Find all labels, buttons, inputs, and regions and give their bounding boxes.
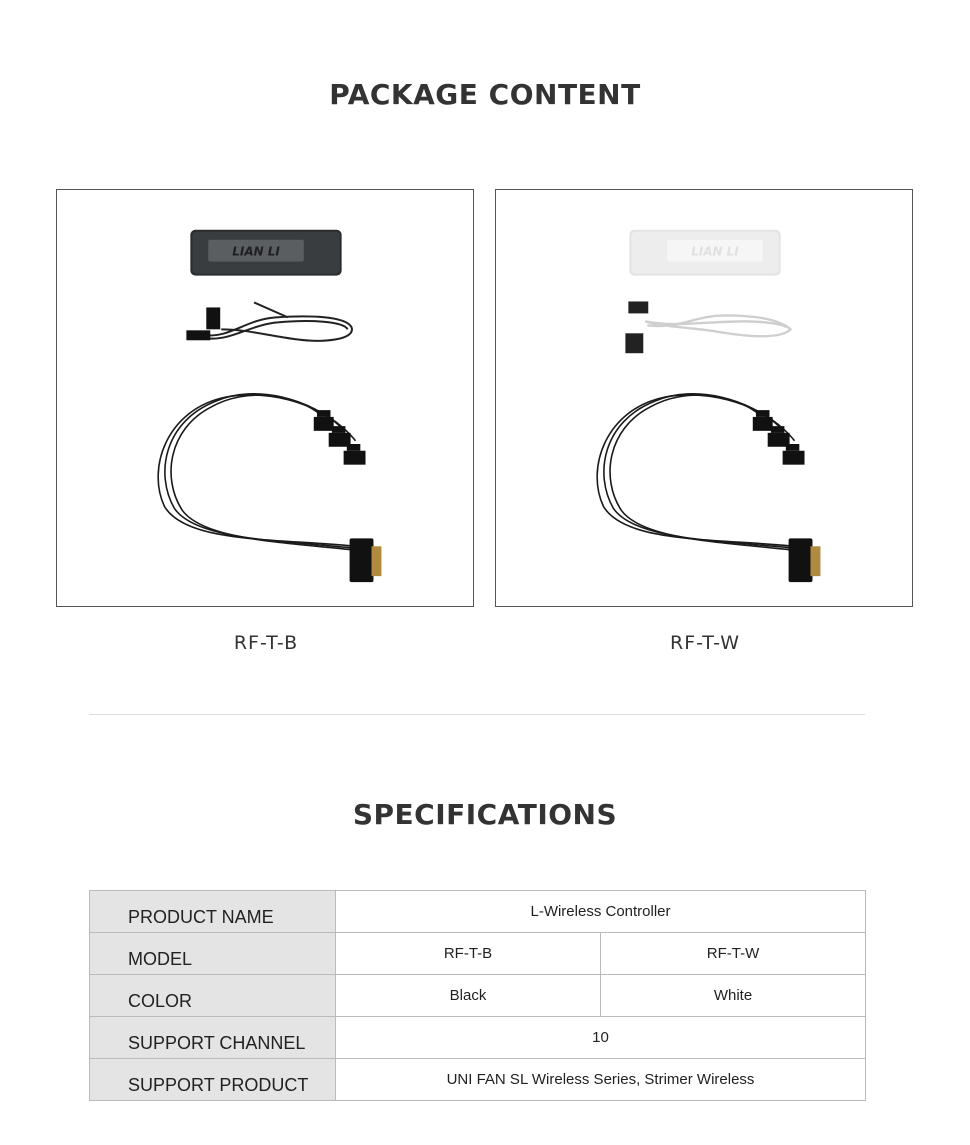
usb-dongle-white xyxy=(629,230,780,276)
header-cable-black xyxy=(186,302,352,340)
spec-value: RF-T-W xyxy=(601,933,866,975)
product-caption-white: RF-T-W xyxy=(670,632,740,654)
package-content-heading: PACKAGE CONTENT xyxy=(329,78,641,111)
spec-value: White xyxy=(601,975,866,1017)
product-caption-black: RF-T-B xyxy=(233,632,299,654)
sata-splitter-cable-white xyxy=(597,394,820,582)
spec-value: Black xyxy=(336,975,601,1017)
spec-value: RF-T-B xyxy=(336,933,601,975)
spec-value: 10 xyxy=(336,1017,866,1059)
dongle-logo: LIAN LI xyxy=(691,244,739,259)
spec-label: PRODUCT NAME xyxy=(90,891,336,933)
spec-value: UNI FAN SL Wireless Series, Strimer Wireless xyxy=(336,1059,866,1101)
spec-label: SUPPORT CHANNEL xyxy=(90,1017,336,1059)
table-row xyxy=(90,891,866,933)
product-image-black xyxy=(56,189,474,607)
product-image-white xyxy=(495,189,913,607)
dongle-logo: LIAN LI xyxy=(232,244,280,259)
sata-splitter-cable-black xyxy=(158,394,381,582)
spec-label: SUPPORT PRODUCT xyxy=(90,1059,336,1101)
spec-value: L-Wireless Controller xyxy=(336,891,866,933)
specifications-table xyxy=(89,890,866,1101)
table-row xyxy=(90,1059,866,1101)
table-row xyxy=(90,933,866,975)
header-cable-white xyxy=(625,301,790,353)
table-row xyxy=(90,975,866,1017)
table-row xyxy=(90,1017,866,1059)
spec-label: MODEL xyxy=(90,933,336,975)
usb-dongle-black xyxy=(190,230,341,276)
specifications-heading: SPECIFICATIONS xyxy=(352,798,618,831)
spec-label: COLOR xyxy=(90,975,336,1017)
section-divider xyxy=(89,714,865,715)
